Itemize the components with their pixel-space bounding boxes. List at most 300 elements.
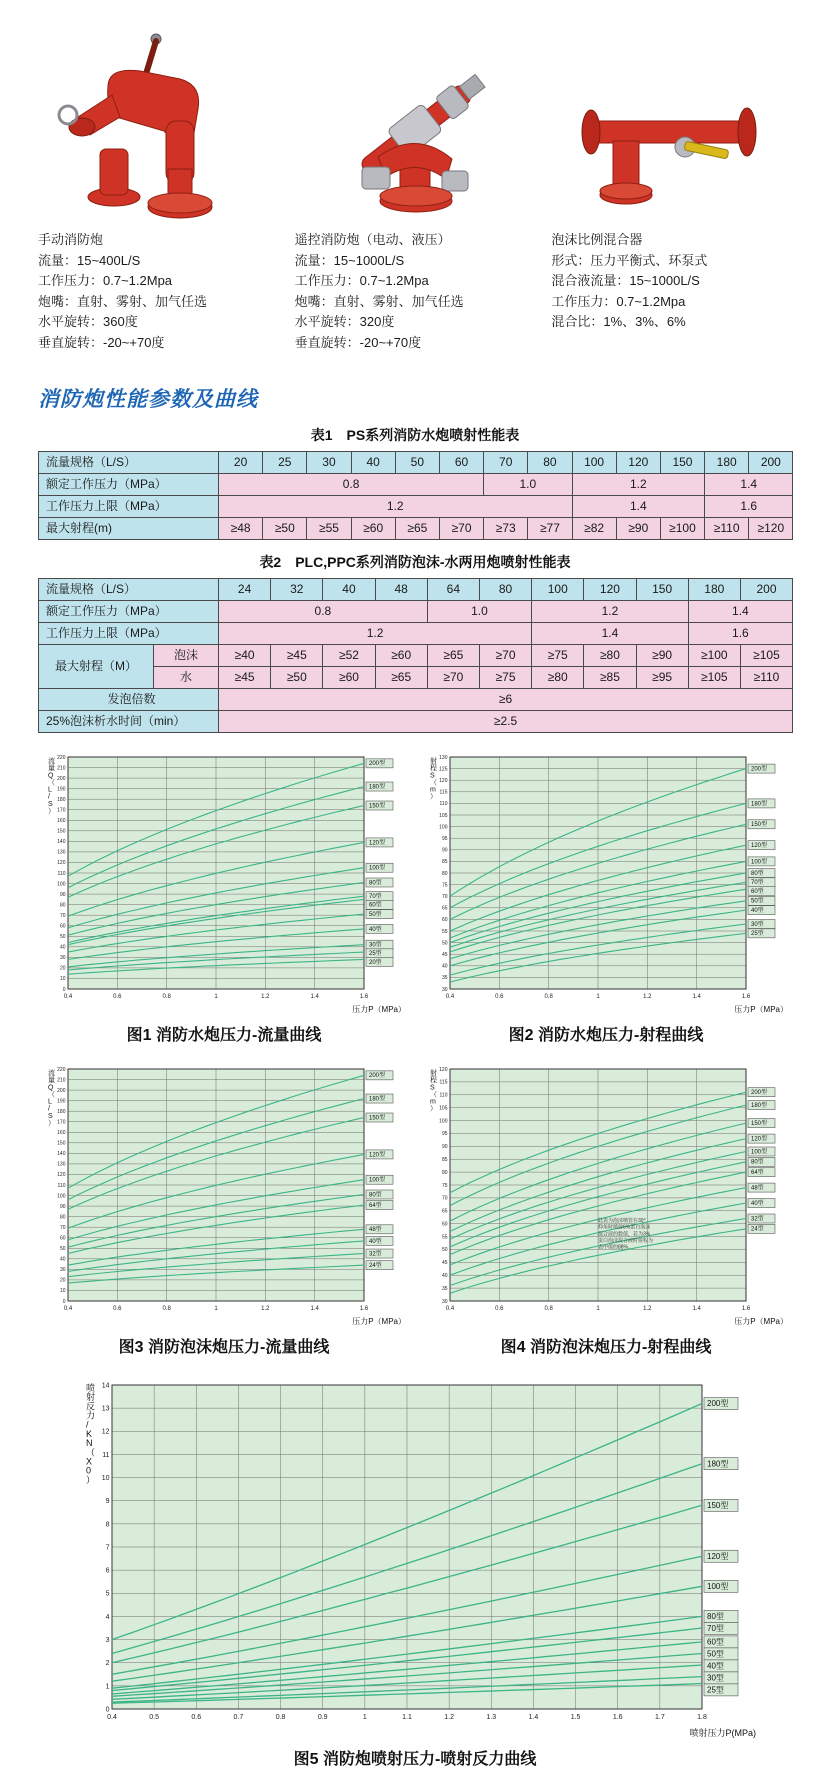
series-label: 40型 [707,1661,724,1671]
y-tick-label: 95 [441,1131,448,1138]
series-label: 25型 [751,931,764,938]
chart-row-2 [38,1061,792,1357]
x-tick-label: 1 [214,1306,218,1313]
x-tick-label: 1.1 [402,1714,412,1722]
y-axis-label: 喷射反力/ K N （ X 0 ） [86,1383,96,1485]
y-tick-label: 100 [57,881,66,888]
table-value-cell: ≥105 [740,645,792,667]
series-label: 200型 [369,761,386,768]
series-label: 32型 [369,1251,382,1258]
chart-water-pressure-flow [38,749,410,1015]
y-tick-label: 8 [105,1521,110,1529]
series-label: 30型 [369,942,382,949]
x-tick-label: 0.8 [162,1306,171,1313]
y-tick-label: 120 [57,1172,66,1179]
table2-caption: 表2 PLC,PPC系列消防泡沫-水两用炮喷射性能表 [259,554,571,571]
figure-4 [420,1061,792,1357]
table-value-cell: ≥60 [323,667,375,689]
table-value-cell: 120 [616,452,660,474]
chart-note-line: 仰角时喷射6%蛋白泡沫 [598,1224,651,1231]
y-tick-label: 220 [57,754,66,761]
y-tick-label: 105 [439,1105,448,1112]
series-label: 60型 [707,1637,724,1647]
y-tick-label: 12 [101,1428,110,1436]
y-axis-label: 射程 S （ m ） [430,758,437,801]
product-spec-line: 工作压力：0.7~1.2Mpa [551,293,686,309]
figure-3-caption: 图3 消防泡沫炮压力-流量曲线 [118,1339,330,1357]
x-axis-label: 压力P（MPa） [734,1317,788,1327]
x-tick-label: 1.5 [570,1714,581,1722]
y-tick-label: 180 [57,797,66,804]
series-label: 48型 [751,1185,764,1192]
x-tick-label: 1.4 [310,994,319,1001]
y-tick-label: 60 [59,1235,66,1242]
table-value-cell: ≥45 [271,645,323,667]
y-tick-label: 50 [441,1247,448,1254]
y-tick-label: 220 [57,1066,66,1073]
x-axis-label: 喷射压力P(MPa) [689,1728,756,1739]
x-axis-label: 压力P（MPa） [734,1005,788,1015]
table-value-cell: 120 [584,579,636,601]
y-tick-label: 13 [101,1405,110,1413]
table-value-cell: 1.6 [688,623,792,645]
series-label: 100型 [369,865,386,872]
table-label-cell: 额定工作压力（MPa） [39,601,219,623]
y-tick-label: 80 [441,1170,448,1177]
y-tick-label: 45 [441,952,448,959]
y-tick-label: 50 [59,1246,66,1253]
y-tick-label: 75 [441,882,448,889]
table-value-cell: 25 [263,452,307,474]
x-tick-label: 0.7 [233,1714,244,1722]
table-value-cell: ≥6 [219,689,793,711]
series-label: 200型 [751,1090,768,1097]
table-value-cell: 水 [154,667,219,689]
series-label: 50型 [369,912,382,919]
foam-proportioner-image [557,29,787,224]
product-spec-line: 手动消防炮 [38,232,104,247]
x-tick-label: 0.8 [275,1714,286,1722]
table-label-cell: 最大射程（M） [39,645,154,689]
series-label: 24型 [751,1226,764,1233]
table-value-cell: ≥95 [636,667,688,689]
y-tick-label: 1 [105,1683,110,1691]
figure-2-caption: 图2 消防水炮压力-射程曲线 [508,1027,704,1045]
x-tick-label: 0.8 [544,994,553,1001]
remote-monitor-photo [295,24,536,224]
y-tick-label: 2 [105,1660,110,1668]
y-tick-label: 120 [439,778,448,785]
x-tick-label: 1.2 [643,994,652,1001]
y-tick-label: 150 [57,828,66,835]
y-tick-label: 120 [439,1066,448,1073]
series-label: 180型 [751,801,768,808]
chart-row-1 [38,749,792,1045]
y-tick-label: 60 [441,1221,448,1228]
y-tick-label: 100 [439,1118,448,1125]
y-tick-label: 4 [105,1614,110,1622]
table-label-cell: 额定工作压力（MPa） [39,474,219,496]
y-tick-label: 130 [439,754,448,761]
series-label: 32型 [751,1216,764,1223]
product-spec-line: 炮嘴：直射、雾射、加气任选 [294,293,464,309]
series-label: 60型 [751,888,764,895]
x-tick-label: 0.8 [544,1306,553,1313]
product-spec-line: 垂直旋转：-20~+70度 [294,334,422,350]
y-tick-label: 20 [59,965,66,972]
y-tick-label: 140 [57,839,66,846]
table-label-cell: 最大射程(m) [39,518,219,540]
table-label-cell: 流量规格（L/S） [39,452,219,474]
y-tick-label: 75 [441,1182,448,1189]
y-tick-label: 7 [105,1544,110,1552]
series-label: 100型 [707,1582,729,1592]
x-tick-label: 0.6 [495,1306,504,1313]
x-tick-label: 0.6 [113,994,122,1001]
series-label: 25型 [707,1685,724,1695]
proportioner-photo [551,24,792,224]
series-label: 100型 [751,1149,768,1156]
table-value-cell: ≥90 [636,645,688,667]
y-tick-label: 110 [439,1092,448,1099]
table-value-cell: ≥100 [688,645,740,667]
y-tick-label: 40 [59,1256,66,1263]
y-tick-label: 50 [441,940,448,947]
x-tick-label: 0.6 [495,994,504,1001]
y-axis-label: 流量 Q （ L / S ） [48,1070,55,1128]
manual-monitor-photo [38,24,279,224]
x-tick-label: 1.6 [359,994,369,1001]
table-value-cell: 0.8 [219,601,428,623]
y-tick-label: 5 [105,1590,110,1598]
table-value-cell: 1.4 [705,474,793,496]
x-tick-label: 1.4 [310,1306,319,1313]
product-spec-line: 水平旋转：360度 [38,314,138,330]
series-label: 100型 [369,1177,386,1184]
product-spec-line: 流量：15~1000L/S [294,252,405,268]
product-spec-line: 遥控消防炮（电动、液压） [294,232,451,247]
table-value-cell: 20 [219,452,263,474]
chart-water-pressure-range [420,749,792,1015]
y-tick-label: 30 [59,1267,66,1274]
series-label: 120型 [369,840,386,847]
table-value-cell: 150 [636,579,688,601]
y-tick-label: 95 [441,836,448,843]
table-value-cell: 1.4 [532,623,689,645]
table2-foam-water-monitor-performance [38,578,793,733]
table-value-cell: 1.2 [219,623,532,645]
x-tick-label: 1 [596,1306,600,1313]
series-label: 40型 [369,926,382,933]
table-value-cell: 泡沫 [154,645,219,667]
chart-foam-pressure-flow [38,1061,410,1327]
table-value-cell: ≥80 [584,645,636,667]
series-label: 25型 [369,951,382,958]
y-tick-label: 200 [57,1088,66,1095]
table-value-cell: 50 [395,452,439,474]
x-tick-label: 1.2 [261,994,270,1001]
table-label-cell: 工作压力上限（MPa） [39,496,219,518]
y-tick-label: 140 [57,1151,66,1158]
product-spec-line: 垂直旋转：-20~+70度 [38,334,165,350]
series-label: 48型 [369,1227,382,1234]
remote-fire-monitor-image [300,29,530,224]
product-spec-line: 形式：压力平衡式、环泵式 [551,252,708,268]
x-tick-label: 1.2 [444,1714,455,1722]
y-tick-label: 85 [441,1157,448,1164]
y-tick-label: 210 [57,765,66,772]
y-tick-label: 0 [62,1298,66,1305]
x-tick-label: 1.4 [528,1714,539,1722]
y-tick-label: 70 [441,1195,448,1202]
y-tick-label: 160 [57,1130,66,1137]
y-tick-label: 110 [57,870,66,877]
table-value-cell: ≥73 [484,518,528,540]
series-label: 40型 [751,908,764,915]
series-label: 150型 [751,822,768,829]
product-card-proportioner [551,24,792,353]
proportioner-specs [551,230,792,333]
table-value-cell: ≥105 [688,667,740,689]
product-showcase [38,24,792,353]
product-spec-line: 混合比：1%、3%、6% [551,314,686,330]
y-tick-label: 110 [439,801,448,808]
table-value-cell: ≥65 [395,518,439,540]
table-value-cell: ≥75 [532,645,584,667]
y-tick-label: 130 [57,1161,66,1168]
y-tick-label: 115 [439,789,448,796]
y-tick-label: 150 [57,1140,66,1147]
x-tick-label: 1.8 [697,1714,707,1722]
y-tick-label: 70 [441,894,448,901]
table-value-cell: 1.0 [427,601,531,623]
y-tick-label: 210 [57,1077,66,1084]
table-value-cell: 200 [749,452,793,474]
x-axis-label: 压力P（MPa） [352,1005,406,1015]
series-label: 30型 [707,1673,724,1683]
series-label: 80型 [751,871,764,878]
x-tick-label: 0.4 [445,1306,455,1313]
series-label: 24型 [369,1263,382,1270]
y-tick-label: 115 [439,1079,448,1086]
series-label: 80型 [707,1612,724,1622]
product-spec-line: 混合液流量：15~1000L/S [551,273,700,289]
y-tick-label: 10 [101,1475,110,1483]
table-value-cell: 150 [660,452,704,474]
table-value-cell: ≥85 [584,667,636,689]
table1-water-monitor-performance [38,451,793,540]
y-tick-label: 55 [441,1234,448,1241]
table-value-cell: ≥82 [572,518,616,540]
y-tick-label: 50 [59,934,66,941]
table-value-cell: 48 [375,579,427,601]
y-tick-label: 180 [57,1109,66,1116]
y-tick-label: 85 [441,859,448,866]
x-tick-label: 1.3 [486,1714,497,1722]
table-value-cell: 100 [572,452,616,474]
y-tick-label: 10 [59,1288,66,1295]
x-tick-label: 1.4 [692,994,701,1001]
table-value-cell: 24 [219,579,271,601]
table-value-cell: 100 [532,579,584,601]
chart-row-3 [38,1373,792,1769]
series-label: 180型 [369,784,386,791]
y-tick-label: 125 [439,766,448,773]
y-tick-label: 60 [59,923,66,930]
table-value-cell: ≥120 [749,518,793,540]
x-tick-label: 0.6 [191,1714,202,1722]
y-tick-label: 100 [439,824,448,831]
series-label: 150型 [751,1121,768,1128]
manual-monitor-specs [38,230,279,353]
series-label: 80型 [751,1159,764,1166]
table-value-cell: 1.4 [572,496,705,518]
x-tick-label: 0.8 [162,994,171,1001]
table-value-cell: ≥70 [479,645,531,667]
product-spec-line: 工作压力：0.7~1.2Mpa [294,273,429,289]
table-value-cell: 200 [740,579,792,601]
series-label: 64型 [751,1170,764,1177]
series-label: 120型 [751,843,768,850]
x-tick-label: 0.4 [63,1306,73,1313]
y-tick-label: 40 [441,1273,448,1280]
table-value-cell: 64 [427,579,479,601]
table-value-cell: 1.4 [688,601,792,623]
product-spec-line: 炮嘴：直射、雾射、加气任选 [38,293,208,309]
y-tick-label: 170 [57,1119,66,1126]
series-label: 40型 [751,1201,764,1208]
figure-2 [420,749,792,1045]
table-value-cell: 1.2 [572,474,705,496]
x-tick-label: 0.4 [445,994,455,1001]
y-tick-label: 60 [441,917,448,924]
table-value-cell: ≥2.5 [219,711,793,733]
y-tick-label: 190 [57,786,66,793]
table-value-cell: ≥40 [219,645,271,667]
table-value-cell: 180 [688,579,740,601]
y-tick-label: 55 [441,928,448,935]
table-label-cell: 流量规格（L/S） [39,579,219,601]
series-label: 120型 [707,1552,729,1562]
series-label: 80型 [369,880,382,887]
table-value-cell: ≥75 [479,667,531,689]
x-tick-label: 1 [596,994,600,1001]
y-tick-label: 70 [59,913,66,920]
y-tick-label: 0 [62,986,66,993]
table-value-cell: 180 [705,452,749,474]
table1-caption: 表1 PS系列消防水炮喷射性能表 [310,427,520,444]
table-value-cell: ≥77 [528,518,572,540]
chart-note-line: 蛋白泡沫混合液时射程为 [598,1238,654,1245]
y-tick-label: 170 [57,807,66,814]
table-value-cell: ≥110 [705,518,749,540]
table-value-cell: ≥110 [740,667,792,689]
table-label-cell: 发泡倍数 [39,689,219,711]
table-label-cell: 工作压力上限（MPa） [39,623,219,645]
series-label: 180型 [751,1103,768,1110]
y-tick-label: 70 [59,1225,66,1232]
table-value-cell: ≥100 [660,518,704,540]
y-tick-label: 80 [441,870,448,877]
table-value-cell: ≥48 [219,518,263,540]
y-tick-label: 65 [441,905,448,912]
series-label: 200型 [707,1399,729,1409]
series-label: 70型 [751,880,764,887]
series-label: 100型 [751,859,768,866]
y-tick-label: 10 [59,976,66,983]
page-title: 消防炮性能参数及曲线 [38,388,258,412]
table-value-cell: 40 [351,452,395,474]
x-tick-label: 1.6 [612,1714,623,1722]
y-tick-label: 90 [59,892,66,899]
series-label: 40型 [369,1238,382,1245]
y-tick-label: 90 [441,847,448,854]
table-value-cell: 1.6 [705,496,793,518]
y-tick-label: 105 [439,812,448,819]
y-axis-label: 流量 Q （ L / S ） [48,758,55,816]
y-tick-label: 110 [57,1182,66,1189]
remote-monitor-specs [295,230,536,353]
table-value-cell: 1.0 [484,474,572,496]
table-value-cell: ≥60 [375,645,427,667]
chart-note-line: 表中值的88%。 [598,1244,634,1251]
series-label: 150型 [369,1115,386,1122]
series-label: 60型 [369,902,382,909]
product-spec-line: 流量：15~400L/S [38,252,141,268]
product-card-remote-monitor [295,24,536,353]
y-tick-label: 0 [105,1706,110,1714]
table-value-cell: ≥65 [375,667,427,689]
x-tick-label: 1.2 [261,1306,270,1313]
y-tick-label: 35 [441,1286,448,1293]
table-value-cell: ≥52 [323,645,375,667]
table-value-cell: ≥50 [263,518,307,540]
y-tick-label: 35 [441,975,448,982]
x-tick-label: 1 [214,994,218,1001]
y-tick-label: 80 [59,1214,66,1221]
y-tick-label: 40 [59,944,66,951]
series-label: 150型 [707,1501,729,1511]
table-value-cell: ≥80 [532,667,584,689]
series-label: 120型 [369,1152,386,1159]
y-tick-label: 40 [441,963,448,970]
y-tick-label: 30 [441,1298,448,1305]
chart-note-line: 混合液的数值，若为3% [598,1231,651,1238]
chart-note-line: 此表为泡沫喷管在30° [598,1218,646,1225]
x-tick-label: 0.4 [63,994,73,1001]
y-tick-label: 11 [102,1452,110,1460]
series-label: 200型 [369,1073,386,1080]
series-label: 150型 [369,803,386,810]
y-tick-label: 20 [59,1277,66,1284]
x-tick-label: 1.4 [692,1306,701,1313]
manual-fire-monitor-image [56,29,261,224]
series-label: 20型 [369,959,382,966]
table-value-cell: 1.2 [532,601,689,623]
y-tick-label: 80 [59,902,66,909]
y-tick-label: 90 [441,1144,448,1151]
chart-foam-pressure-range [420,1061,792,1327]
figure-4-caption: 图4 消防泡沫炮压力-射程曲线 [500,1339,712,1357]
table-value-cell: 0.8 [219,474,484,496]
y-tick-label: 100 [57,1193,66,1200]
table-label-cell: 25%泡沫析水时间（min） [39,711,219,733]
x-tick-label: 1.2 [643,1306,652,1313]
series-label: 70型 [369,894,382,901]
table-value-cell: ≥50 [271,667,323,689]
y-tick-label: 190 [57,1098,66,1105]
x-tick-label: 0.6 [113,1306,122,1313]
